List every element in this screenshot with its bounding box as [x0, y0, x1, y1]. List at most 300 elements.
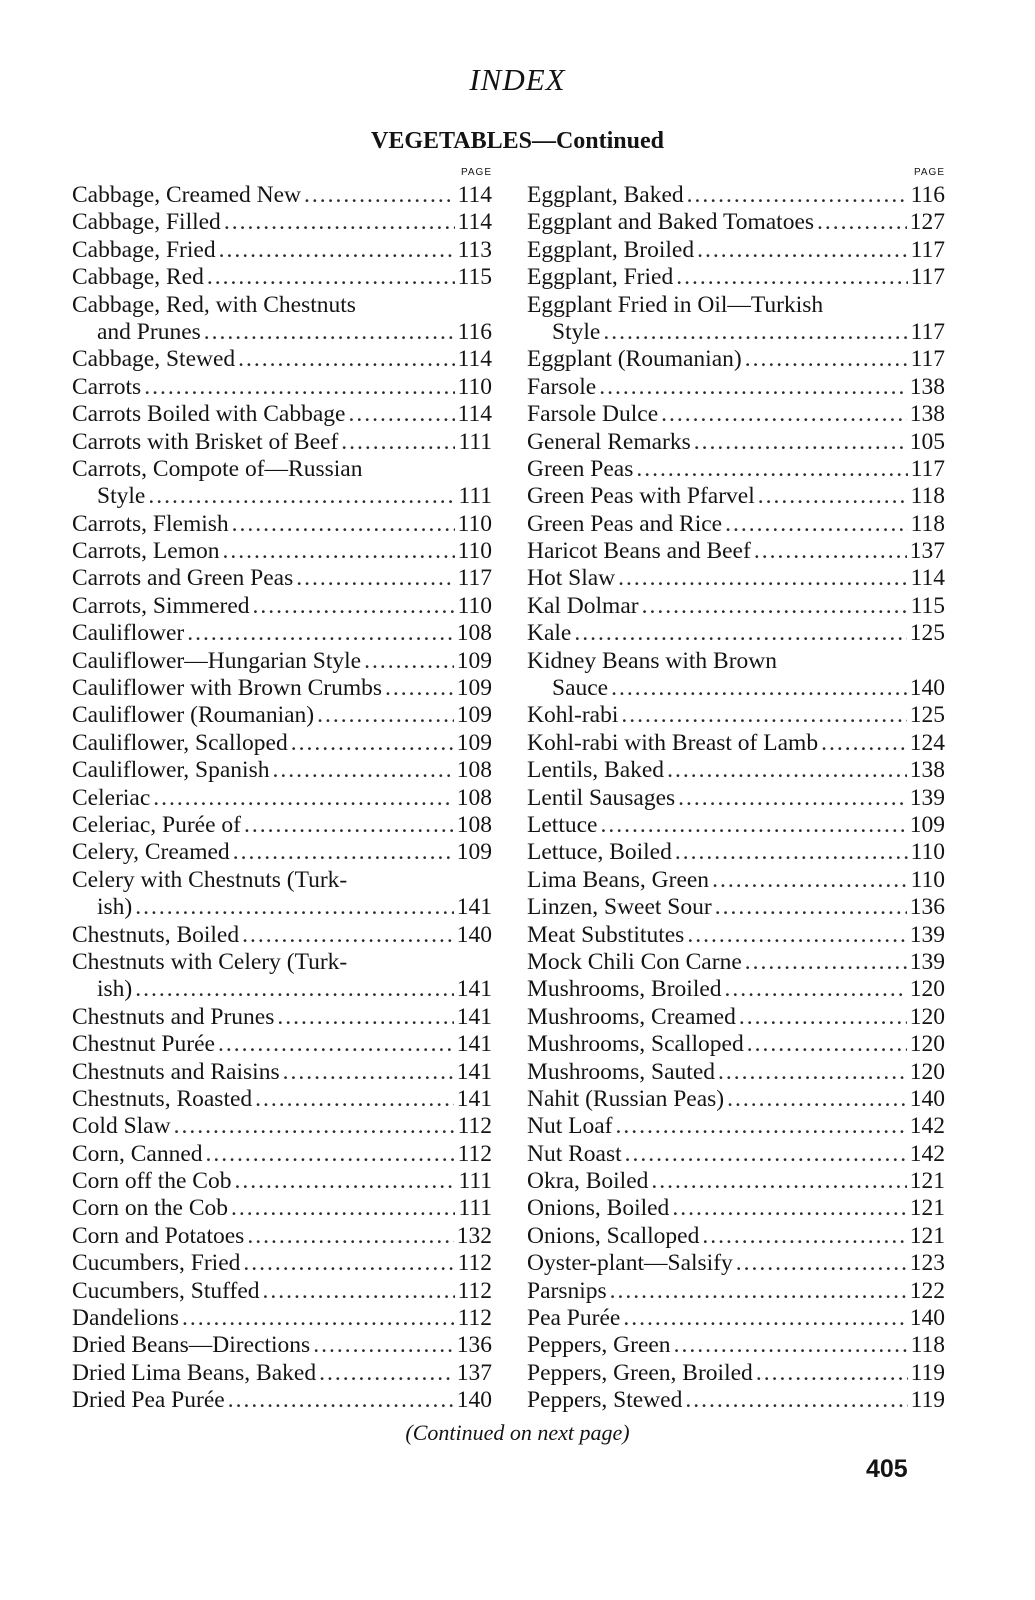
entry-name: Carrots, Simmered: [72, 592, 250, 619]
entry-name: Cabbage, Red, with Chestnuts: [72, 291, 356, 318]
entry-name: Chestnuts and Prunes: [72, 1003, 275, 1030]
entry-name: Cabbage, Stewed: [72, 346, 236, 373]
dot-leader: [621, 702, 906, 729]
entry-page-number: 125: [909, 620, 945, 647]
entry-name: Mushrooms, Sauted: [527, 1058, 715, 1085]
entry-name: Lettuce: [527, 811, 598, 838]
index-entry: [527, 401, 945, 428]
entry-name: Nut Loaf: [527, 1113, 613, 1140]
dot-leader: [599, 374, 907, 401]
dot-leader: [697, 237, 908, 264]
entry-page-number: 122: [909, 1277, 945, 1304]
index-entry-heading: [527, 292, 945, 319]
entry-name: Eggplant, Baked: [527, 182, 684, 208]
dot-leader: [244, 812, 454, 839]
index-entry: [72, 209, 492, 236]
entry-name: Cabbage, Creamed New: [72, 182, 302, 208]
entry-page-number: 118: [910, 1332, 945, 1359]
index-entry: [72, 1141, 492, 1168]
index-entry: [527, 620, 945, 647]
dot-leader: [224, 209, 455, 236]
entry-page-number: 121: [909, 1195, 945, 1222]
index-entry: [72, 648, 492, 675]
entry-page-number: 127: [909, 209, 945, 236]
dot-leader: [642, 593, 908, 620]
dot-leader: [304, 182, 455, 209]
entry-page-number: 114: [457, 182, 492, 208]
continued-note: (Continued on next page): [405, 1420, 630, 1445]
entry-page-number: 137: [909, 538, 945, 565]
dot-leader: [233, 839, 454, 866]
entry-page-number: 112: [457, 1140, 492, 1167]
index-entry: [72, 429, 492, 456]
entry-name: Linzen, Sweet Sour: [527, 894, 712, 921]
dot-leader: [821, 730, 907, 757]
dot-leader: [600, 812, 906, 839]
index-entry-heading: [72, 292, 492, 319]
entry-page-number: 108: [456, 811, 492, 838]
entry-page-number: 119: [910, 1387, 945, 1414]
entry-name: Okra, Boiled: [527, 1168, 649, 1195]
entry-page-number: 112: [457, 1113, 492, 1140]
dot-leader: [263, 1278, 455, 1305]
index-entry: [527, 839, 945, 866]
entry-name: Kohl-rabi: [527, 702, 619, 729]
entry-page-number: 141: [456, 1085, 492, 1112]
index-entry: [72, 1360, 492, 1387]
entry-page-number: 124: [909, 729, 945, 756]
entry-name: Cauliflower, Spanish: [72, 757, 270, 784]
entry-page-number: 112: [457, 1305, 492, 1332]
entry-name: Chestnuts, Boiled: [72, 921, 240, 948]
entry-name: Peppers, Green: [527, 1332, 671, 1359]
entry-page-number: 141: [456, 1058, 492, 1085]
index-entry-heading: [527, 648, 945, 675]
entry-page-number: 117: [910, 236, 945, 263]
index-entry: [72, 346, 492, 373]
entry-name: Cauliflower with Brown Crumbs: [72, 675, 383, 702]
dot-leader: [616, 1113, 907, 1140]
index-entry: [72, 922, 492, 949]
entry-name: Carrots, Flemish: [72, 510, 229, 537]
entry-page-number: 109: [456, 702, 492, 729]
index-entry: [72, 237, 492, 264]
dot-leader: [694, 429, 907, 456]
entry-name: Peppers, Stewed: [527, 1387, 683, 1414]
index-entry: [527, 237, 945, 264]
dot-leader: [219, 237, 455, 264]
dot-leader: [676, 264, 907, 291]
index-entry: [72, 730, 492, 757]
entry-name: Kale: [527, 620, 572, 647]
dot-leader: [272, 757, 453, 784]
dot-leader: [223, 538, 455, 565]
entry-name: Cabbage, Fried: [72, 236, 216, 263]
dot-leader: [187, 620, 454, 647]
entry-name: Celery with Chestnuts (Turk-: [72, 866, 348, 893]
entry-page-number: 109: [456, 729, 492, 756]
entry-name: Corn off the Cob: [72, 1168, 232, 1195]
dot-leader: [228, 1387, 454, 1414]
entry-page-number: 117: [910, 318, 945, 345]
index-entry: [527, 1360, 945, 1387]
index-entry: [527, 209, 945, 236]
entry-name: Carrots, Lemon: [72, 538, 220, 565]
dot-leader: [758, 483, 908, 510]
dot-leader: [651, 1168, 906, 1195]
index-entry: [527, 757, 945, 784]
entry-page-number: 139: [909, 784, 945, 811]
page-column-label: PAGE: [460, 167, 492, 178]
dot-leader: [603, 319, 907, 346]
entry-name: Pea Purée: [527, 1305, 621, 1332]
dot-leader: [291, 730, 454, 757]
entry-page-number: 109: [456, 675, 492, 702]
index-entry: [527, 894, 945, 921]
dot-leader: [144, 374, 454, 401]
entry-page-number: 114: [457, 346, 492, 373]
entry-page-number: 115: [910, 592, 945, 619]
index-entry: [527, 702, 945, 729]
page-column-label: PAGE: [913, 167, 945, 178]
entry-name: Corn, Canned: [72, 1140, 203, 1167]
dot-leader: [817, 209, 907, 236]
entry-name: Oyster-plant—Salsify: [527, 1250, 733, 1277]
dot-leader: [317, 702, 454, 729]
dot-leader: [148, 483, 455, 510]
index-entry: [527, 785, 945, 812]
index-entry: [72, 593, 492, 620]
dot-leader: [725, 976, 907, 1003]
entry-name: Green Peas with Pfarvel: [527, 483, 755, 510]
entry-page-number: 109: [909, 811, 945, 838]
entry-name: Onions, Scalloped: [527, 1222, 700, 1249]
dot-leader: [218, 1031, 454, 1058]
entry-page-number: 117: [910, 455, 945, 482]
entry-name: Carrots: [72, 373, 142, 400]
entry-page-number: 110: [457, 373, 492, 400]
page-number: 405: [866, 1455, 908, 1483]
entry-page-number: 138: [909, 401, 945, 428]
entry-name: Onions, Boiled: [527, 1195, 670, 1222]
page-title: INDEX: [469, 62, 566, 97]
entry-page-number: 113: [457, 236, 492, 263]
index-entry: [527, 483, 945, 510]
dot-leader: [667, 757, 907, 784]
entry-name: Chestnuts, Roasted: [72, 1085, 253, 1112]
entry-page-number: 125: [909, 702, 945, 729]
entry-name: Nahit (Russian Peas): [527, 1085, 725, 1112]
entry-name: Cauliflower (Roumanian): [72, 702, 315, 729]
dot-leader: [182, 1305, 455, 1332]
entry-name: Nut Roast: [527, 1140, 622, 1167]
section-title: VEGETABLES—Continued: [371, 128, 664, 154]
index-entry: [527, 538, 945, 565]
entry-name: Celeriac, Purée of: [72, 811, 241, 838]
entry-page-number: 105: [909, 428, 945, 455]
index-entry: [72, 1113, 492, 1140]
index-entry: [527, 976, 945, 1003]
dot-leader: [319, 1360, 454, 1387]
index-entry: [72, 565, 492, 592]
entry-page-number: 111: [458, 1168, 492, 1195]
index-entry: [527, 511, 945, 538]
index-entry: [527, 675, 945, 702]
index-column-left: [72, 164, 492, 1415]
entry-name: Chestnut Purée: [72, 1031, 215, 1058]
index-entry-heading: [72, 949, 492, 976]
index-entry: [72, 1305, 492, 1332]
entry-page-number: 119: [910, 1359, 945, 1386]
dot-leader: [348, 401, 454, 428]
dot-leader: [243, 1250, 454, 1277]
index-entry-heading: [72, 456, 492, 483]
index-entry-heading: [72, 867, 492, 894]
entry-name: Eggplant Fried in Oil—Turkish: [527, 291, 824, 318]
dot-leader: [255, 1086, 454, 1113]
entry-name: Celery, Creamed: [72, 839, 230, 866]
entry-page-number: 120: [909, 1031, 945, 1058]
index-entry: [527, 1059, 945, 1086]
entry-page-number: 112: [457, 1277, 492, 1304]
entry-name: Chestnuts and Raisins: [72, 1058, 280, 1085]
dot-leader: [675, 839, 908, 866]
entry-name: General Remarks: [527, 428, 691, 455]
entry-name: Cauliflower: [72, 620, 185, 647]
index-entry: [72, 1223, 492, 1250]
entry-page-number: 114: [910, 565, 945, 592]
entry-name: Green Peas: [527, 455, 634, 482]
index-column-right: [527, 164, 945, 1415]
index-entry: [527, 182, 945, 209]
entry-page-number: 141: [456, 1031, 492, 1058]
dot-leader: [253, 593, 455, 620]
index-entry: [72, 757, 492, 784]
index-entry: [72, 1250, 492, 1277]
entry-page-number: 110: [457, 538, 492, 565]
entry-name: Dried Lima Beans, Baked: [72, 1359, 317, 1386]
entry-page-number: 136: [456, 1332, 492, 1359]
dot-leader: [754, 538, 907, 565]
index-entry: [527, 319, 945, 346]
index-entry: [72, 812, 492, 839]
entry-name: Kohl-rabi with Breast of Lamb: [527, 729, 819, 756]
entry-name: Farsole Dulce: [527, 401, 659, 428]
index-entry: [72, 483, 492, 510]
entry-page-number: 110: [910, 839, 945, 866]
entry-name: Eggplant, Fried: [527, 264, 674, 291]
dot-leader: [685, 1387, 907, 1414]
entry-page-number: 121: [909, 1168, 945, 1195]
entry-name: Mushrooms, Broiled: [527, 976, 722, 1003]
entry-name: Cauliflower, Scalloped: [72, 729, 288, 756]
index-entry: [527, 1195, 945, 1222]
entry-page-number: 139: [909, 948, 945, 975]
index-entry: [527, 1332, 945, 1359]
index-entry: [527, 1168, 945, 1195]
entry-name: Meat Substitutes: [527, 921, 685, 948]
index-entry: [72, 894, 492, 921]
index-entry: [527, 1387, 945, 1414]
entry-page-number: 109: [456, 647, 492, 674]
entry-page-number: 116: [457, 318, 492, 345]
index-entry: [72, 1031, 492, 1058]
entry-page-number: 114: [457, 401, 492, 428]
entry-name: Celeriac: [72, 784, 151, 811]
dot-leader: [238, 346, 454, 373]
index-entry: [72, 702, 492, 729]
entry-page-number: 141: [456, 976, 492, 1003]
dot-leader: [636, 456, 907, 483]
entry-name: Mushrooms, Creamed: [527, 1003, 736, 1030]
index-entry: [527, 1223, 945, 1250]
index-entry: [527, 922, 945, 949]
index-entry: [72, 1332, 492, 1359]
entry-page-number: 117: [457, 565, 492, 592]
index-entry: [527, 593, 945, 620]
index-entry: [527, 456, 945, 483]
entry-page-number: 108: [456, 784, 492, 811]
entry-name: Dried Pea Purée: [72, 1387, 225, 1414]
entry-name: Hot Slaw: [527, 565, 616, 592]
index-entry: [72, 785, 492, 812]
entry-page-number: 140: [456, 1387, 492, 1414]
dot-leader: [625, 1141, 907, 1168]
entry-page-number: 138: [909, 757, 945, 784]
entry-name: Cucumbers, Stuffed: [72, 1277, 260, 1304]
entry-name: Farsole: [527, 373, 597, 400]
entry-page-number: 116: [910, 182, 945, 208]
entry-page-number: 140: [909, 675, 945, 702]
dot-leader: [204, 319, 455, 346]
dot-leader: [756, 1360, 908, 1387]
entry-name: Kidney Beans with Brown: [527, 647, 777, 674]
entry-name: Eggplant, Broiled: [527, 236, 695, 263]
entry-name: Mock Chili Con Carne: [527, 948, 742, 975]
entry-continuation: Style: [552, 318, 601, 345]
index-entry: [527, 1278, 945, 1305]
entry-name: Carrots and Green Peas: [72, 565, 294, 592]
dot-leader: [296, 565, 454, 592]
entry-page-number: 112: [457, 1250, 492, 1277]
index-entry: [72, 1195, 492, 1222]
entry-page-number: 123: [909, 1250, 945, 1277]
dot-leader: [736, 1250, 907, 1277]
index-entry: [72, 1004, 492, 1031]
entry-page-number: 140: [909, 1085, 945, 1112]
dot-leader: [611, 675, 907, 702]
dot-leader: [574, 620, 906, 647]
entry-name: Eggplant and Baked Tomatoes: [527, 209, 815, 236]
entry-name: Lima Beans, Green: [527, 866, 710, 893]
dot-leader: [747, 1031, 907, 1058]
entry-page-number: 120: [909, 1003, 945, 1030]
entry-name: Cabbage, Filled: [72, 209, 221, 236]
entry-name: Cauliflower—Hungarian Style: [72, 647, 362, 674]
dot-leader: [174, 1113, 455, 1140]
entry-page-number: 118: [910, 483, 945, 510]
dot-leader: [610, 1278, 907, 1305]
entry-page-number: 111: [458, 1195, 492, 1222]
entry-page-number: 117: [910, 346, 945, 373]
dot-leader: [623, 1305, 906, 1332]
dot-leader: [725, 511, 908, 538]
index-entry: [527, 1031, 945, 1058]
entry-page-number: 110: [457, 510, 492, 537]
dot-leader: [661, 401, 907, 428]
entry-page-number: 142: [909, 1140, 945, 1167]
index-entry: [72, 1086, 492, 1113]
dot-leader: [674, 1332, 908, 1359]
entry-page-number: 120: [909, 976, 945, 1003]
entry-name: Peppers, Green, Broiled: [527, 1359, 753, 1386]
entry-name: Cabbage, Red: [72, 264, 204, 291]
dot-leader: [135, 894, 454, 921]
entry-name: Haricot Beans and Beef: [527, 538, 751, 565]
entry-page-number: 110: [457, 592, 492, 619]
index-entry: [72, 538, 492, 565]
entry-continuation: ish): [97, 894, 133, 921]
dot-leader: [153, 785, 453, 812]
entry-name: Lentil Sausages: [527, 784, 676, 811]
dot-leader: [687, 182, 908, 209]
index-entry: [527, 429, 945, 456]
entry-continuation: ish): [97, 976, 133, 1003]
index-entry: [527, 867, 945, 894]
dot-leader: [739, 1004, 907, 1031]
dot-leader: [745, 949, 907, 976]
index-entry: [72, 511, 492, 538]
index-entry: [527, 812, 945, 839]
index-entry: [527, 565, 945, 592]
entry-page-number: 132: [456, 1222, 492, 1249]
dot-leader: [745, 346, 908, 373]
dot-leader: [235, 1168, 456, 1195]
dot-leader: [712, 867, 908, 894]
index-entry: [72, 1059, 492, 1086]
entry-name: Green Peas and Rice: [527, 510, 723, 537]
dot-leader: [618, 565, 907, 592]
entry-page-number: 140: [456, 921, 492, 948]
index-entry: [527, 1250, 945, 1277]
index-entry: [72, 1278, 492, 1305]
entry-name: Parsnips: [527, 1277, 607, 1304]
entry-page-number: 121: [909, 1222, 945, 1249]
index-entry: [527, 1004, 945, 1031]
entry-page-number: 140: [909, 1305, 945, 1332]
index-entry: [527, 1113, 945, 1140]
entry-page-number: 142: [909, 1113, 945, 1140]
index-entry: [72, 839, 492, 866]
entry-page-number: 120: [909, 1058, 945, 1085]
index-entry: [527, 1305, 945, 1332]
entry-page-number: 117: [910, 264, 945, 291]
index-entry: [527, 949, 945, 976]
dot-leader: [247, 1223, 453, 1250]
entry-name: Carrots, Compote of—Russian: [72, 455, 363, 482]
entry-page-number: 111: [458, 483, 492, 510]
entry-continuation: Style: [97, 483, 146, 510]
entry-page-number: 118: [910, 510, 945, 537]
index-entry: [527, 730, 945, 757]
entry-name: Corn and Potatoes: [72, 1222, 245, 1249]
dot-leader: [364, 648, 454, 675]
entry-name: Dandelions: [72, 1305, 180, 1332]
dot-leader: [207, 264, 455, 291]
entry-page-number: 110: [910, 866, 945, 893]
dot-leader: [687, 922, 906, 949]
entry-name: Lettuce, Boiled: [527, 839, 672, 866]
